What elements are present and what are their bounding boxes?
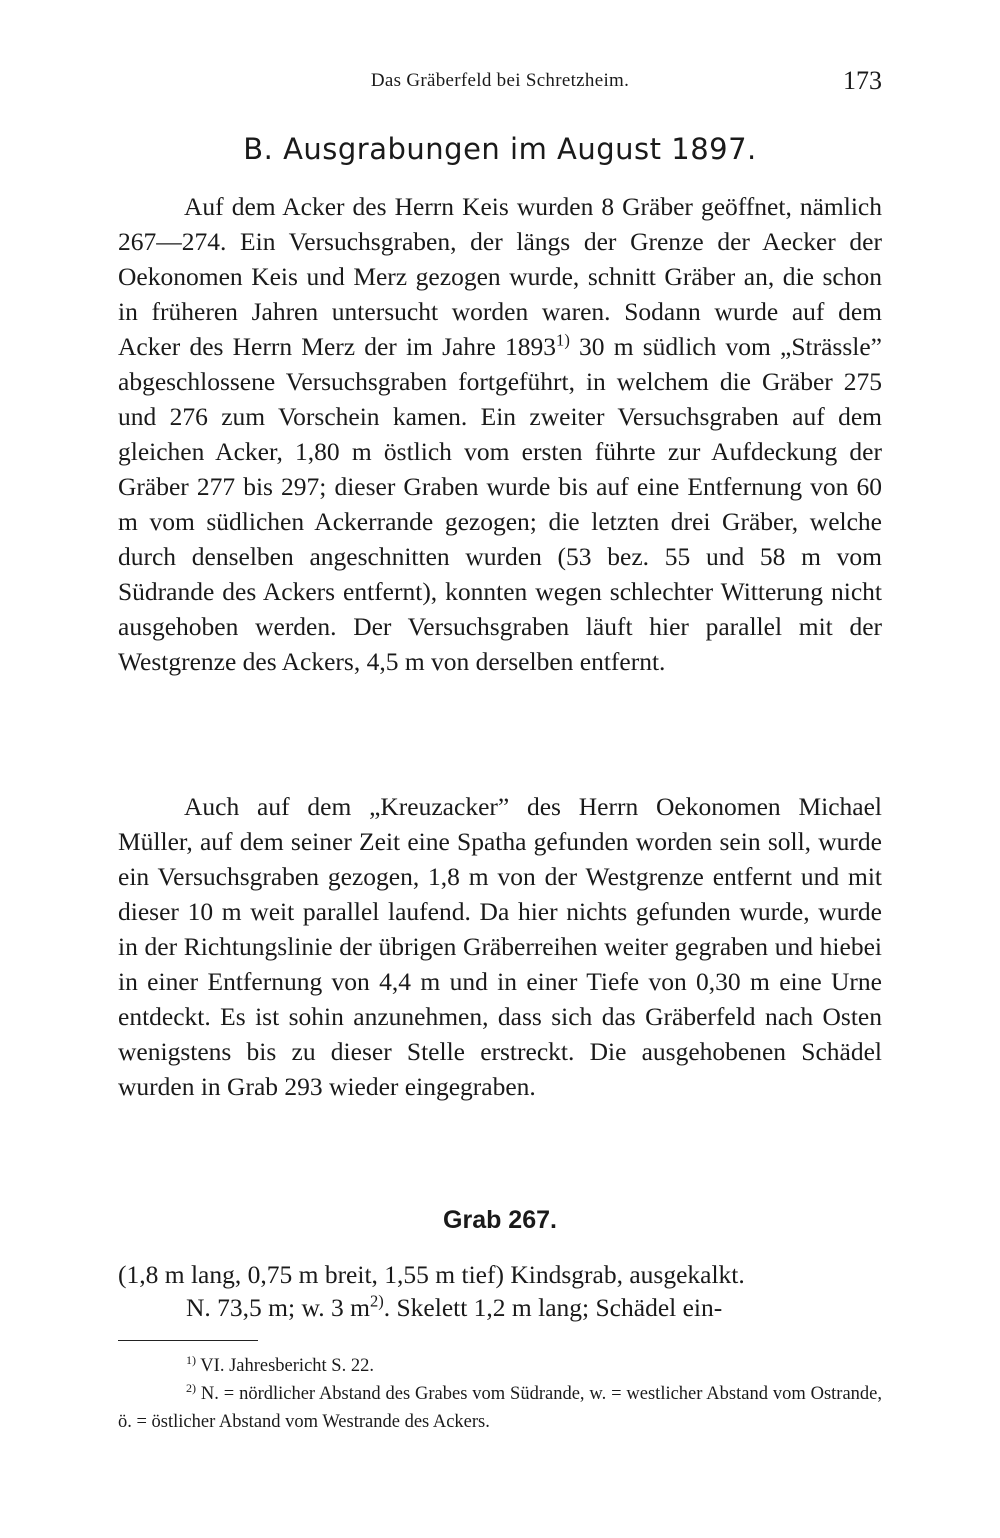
footnote-2-text: N. = nördlicher Abstand des Grabes vom Südrande, w. = westlicher Abstand vom Ostrande, ö. = östlicher Abstand vom Westrande des Ackers. (118, 1384, 882, 1432)
paragraph-1-part-b: 30 m südlich vom „Strässle” abgeschlossene Versuchsgraben fortgeführt, in welchem die Gräber 275 und 276 zum Vorschein kamen. Ein zweiter Versuchsgraben auf dem gleichen Acker, 1,80 m östlich vom ersten führte zur Aufdeckung der Gräber 277 bis 297; dieser Graben wurde bis auf eine Entfernung von 60 m vom südlichen Ackerrande gezogen; die letzten drei Gräber, welche durch denselben angeschnitten wurden (53 bez. 55 und 58 m vom Südrande des Ackers entfernt), konnten wegen schlechter Witterung nicht ausgehoben werden. Der Versuchsgraben läuft hier parallel mit der Westgrenze des Ackers, 4,5 m von derselben entfernt. (118, 332, 882, 676)
page-number: 173 (843, 66, 882, 95)
grab-heading: Grab 267. (443, 1206, 557, 1234)
footnote-ref-2: 2) (369, 1291, 384, 1311)
paragraph-2-text: Auch auf dem „Kreuzacker” des Herrn Oekonomen Michael Müller, auf dem seiner Zeit eine Spatha gefunden worden sein soll, wurde ein Versuchsgraben gezogen, 1,8 m von der Westgrenze entfernt und mit dieser 10 m weit parallel laufend. Da hier nichts gefunden wurde, wurde in der Richtungslinie der übrigen Gräberreihen weiter gegraben und hiebei in einer Entfernung von 4,4 m und in einer Tiefe von 0,30 m eine Urne entdeckt. Es ist sohin anzunehmen, dass sich das Gräberfeld nach Osten wenigstens bis zu dieser Stelle erstreckt. Die ausgehobenen Schädel wurden in Grab 293 wieder eingegraben. (118, 792, 882, 1101)
paragraph-1-part-a: Auf dem Acker des Herrn Keis wurden 8 Gräber geöffnet, nämlich 267—274. Ein Versuchsgraben, der längs der Grenze der Aecker der Oekonomen Keis und Merz gezogen wurde, schnitt Gräber an, die schon in früheren Jahren untersucht worden waren. Sodann wurde auf dem Acker des Herrn Merz der im Jahre 1893 (118, 192, 882, 361)
grab-position-line (118, 1291, 882, 1324)
footnote-separator (118, 1340, 258, 1341)
footnote-1-text: VI. Jahresbericht S. 22. (196, 1356, 374, 1376)
grab-dimensions-line: (1,8 m lang, 0,75 m breit, 1,55 m tief) Kindsgrab, ausgekalkt. (118, 1260, 745, 1289)
footnote-1: $^{1)}$ VI. Jahresbericht S. 22. (186, 1352, 374, 1376)
footnote-2: $^{2)}$ N. = nördlicher Abstand des Grabes vom Südrande, w. = westlicher Abstand vom Ostrande, ö. = östlicher Abstand vom Westrande des Ackers. (118, 1380, 882, 1432)
section-heading: B. Ausgrabungen im August 1897. (243, 132, 757, 166)
grab-description (118, 1258, 882, 1324)
footnote-ref-1: 1) (556, 330, 570, 350)
running-title: Das Gräberfeld bei Schretzheim. (370, 70, 630, 91)
footnotes (118, 1352, 882, 1436)
paragraph-2 (118, 789, 882, 1104)
grab-position-part-b: . Skelett 1,2 m lang; Schädel ein- (383, 1293, 723, 1322)
running-head (118, 66, 882, 102)
paragraph-1 (118, 189, 882, 679)
grab-position-part-a: N. 73,5 m; w. 3 m (186, 1293, 370, 1322)
